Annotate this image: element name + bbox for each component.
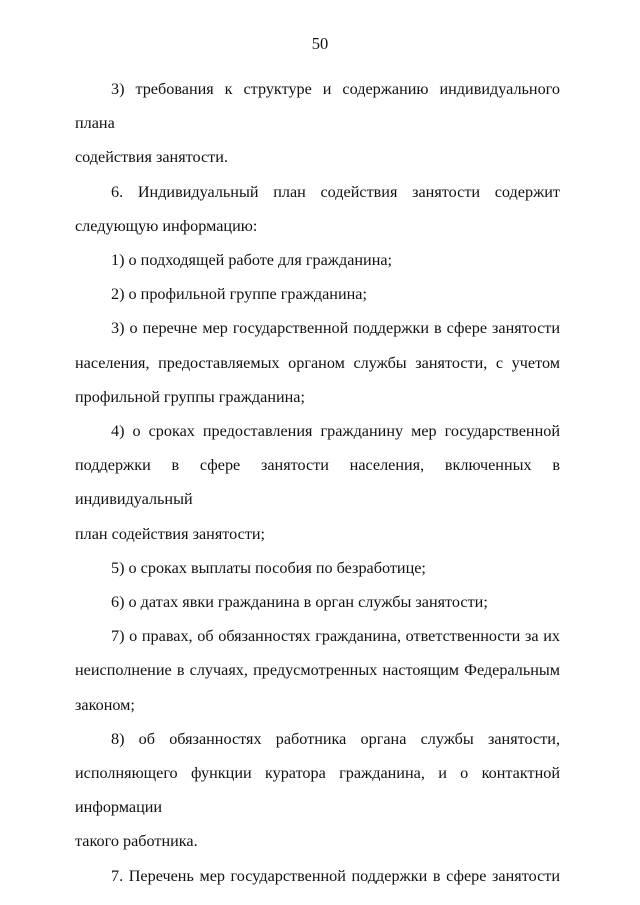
text-line: 1) о подходящей работе для гражданина;: [111, 251, 393, 270]
text-line: 6) о датах явки гражданина в орган службы занятости;: [111, 593, 488, 612]
list-item-1: [75, 243, 560, 277]
paragraph-item-3-requirements: [75, 72, 560, 175]
page-number: 50: [311, 34, 329, 53]
list-item-5: [75, 551, 560, 585]
document-body: [75, 72, 560, 893]
text-line: 7. Перечень мер государственной поддержки в сфере занятости: [111, 866, 560, 885]
text-line: населения, предоставляемых органом службы занятости, с учетом: [75, 353, 560, 372]
paragraph-section-7: [75, 859, 560, 893]
text-line: 2) о профильной группе гражданина;: [111, 285, 367, 304]
list-item-2: [75, 277, 560, 311]
text-line: содействия занятости.: [75, 148, 228, 167]
text-line: неисполнение в случаях, предусмотренных настоящим Федеральным: [75, 661, 560, 680]
text-line: 4) о сроках предоставления гражданину мер государственной: [111, 422, 560, 441]
list-item-3: [75, 311, 560, 414]
text-line: исполняющего функции куратора гражданина, и о контактной информации: [75, 764, 560, 817]
text-line: законом;: [75, 695, 135, 714]
list-item-6: [75, 585, 560, 619]
paragraph-section-6: [75, 175, 560, 243]
text-line: 5) о сроках выплаты пособия по безработице;: [111, 558, 426, 577]
list-item-7: [75, 619, 560, 722]
text-line: профильной группы гражданина;: [75, 387, 305, 406]
list-item-4: [75, 414, 560, 551]
list-item-8: [75, 722, 560, 859]
text-line: такого работника.: [75, 832, 198, 851]
text-line: 7) о правах, об обязанностях гражданина, ответственности за их: [111, 627, 560, 646]
text-line: 8) об обязанностях работника органа службы занятости,: [111, 729, 560, 748]
text-line: поддержки в сфере занятости населения, включенных в индивидуальный: [75, 456, 560, 509]
text-line: план содействия занятости;: [75, 524, 266, 543]
text-line: 3) требования к структуре и содержанию индивидуального плана: [75, 80, 560, 133]
text-line: 6. Индивидуальный план содействия занятости содержит: [111, 182, 560, 201]
text-line: 3) о перечне мер государственной поддержки в сфере занятости: [111, 319, 560, 338]
text-line: следующую информацию:: [75, 216, 258, 235]
